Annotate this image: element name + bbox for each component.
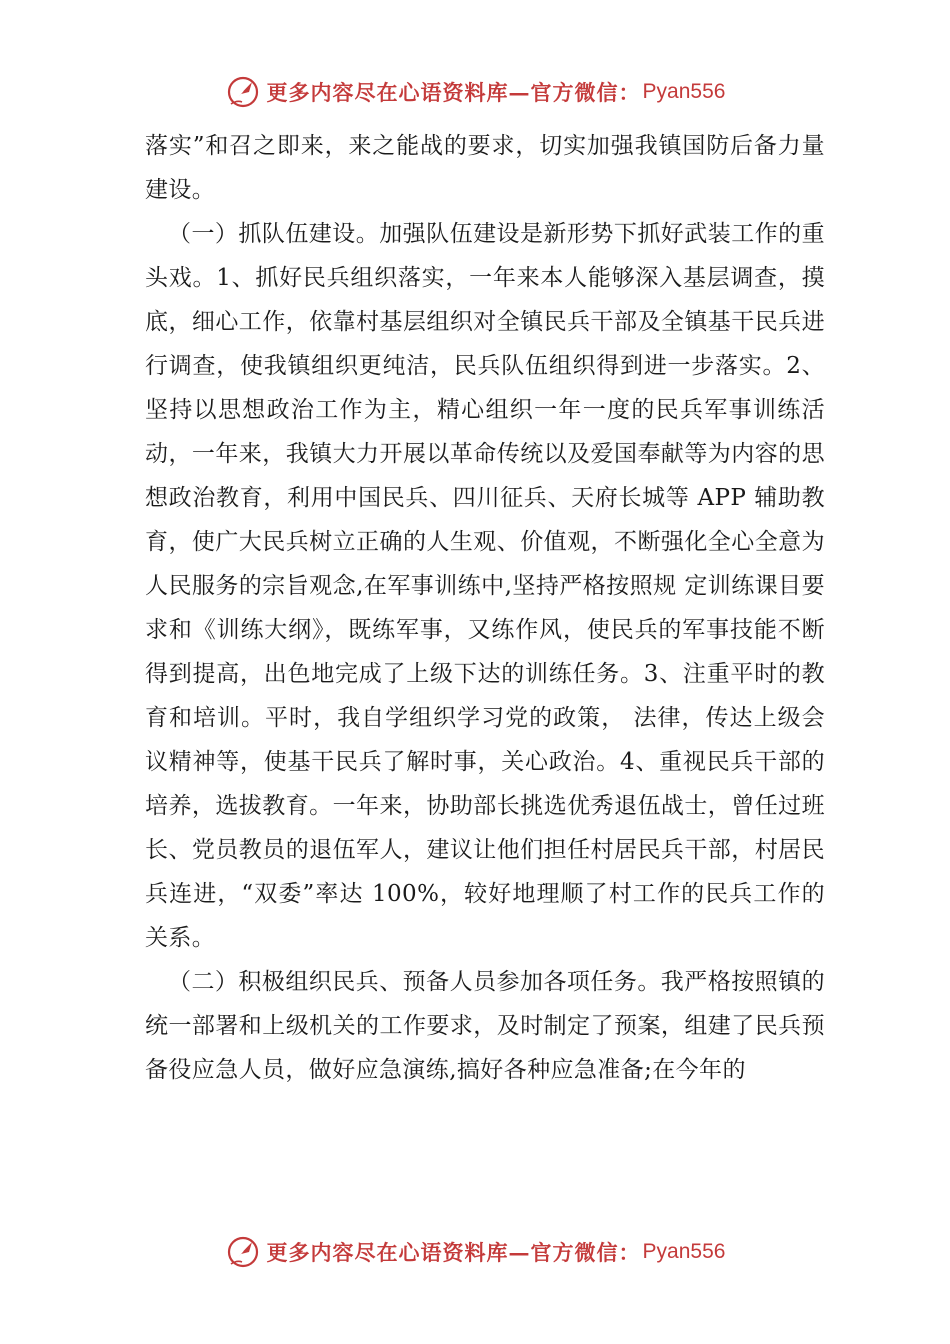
banner-wechat-id: Pyan556 xyxy=(642,80,726,103)
banner-text: 更多内容尽在心语资料库—官方微信： xyxy=(266,80,641,105)
banner-wechat-id: Pyan556 xyxy=(642,1240,726,1263)
header-banner xyxy=(0,72,950,112)
quill-logo-icon xyxy=(225,74,261,110)
quill-logo-icon xyxy=(225,1234,261,1270)
paragraph: 落实”和召之即来，来之能战的要求，切实加强我镇国防后备力量建设。 xyxy=(145,133,825,203)
paragraph: （一）抓队伍建设。加强队伍建设是新形势下抓好武装工作的重头戏。1、抓好民兵组织落实，一年来本人能够深入基层调查，摸底，细心工作，依靠村基层组织对全镇民兵干部及全镇基干民兵进行调查，使我镇组织更纯洁，民兵队伍组织得到进一步落实。2、坚持以思想政治工作为主，精心组织一年一度的民兵军事训练活动，一年来，我镇大力开展以革命传统以及爱国奉献等为内容的思想政治教育，利用中国民兵、四川征兵、天府长城等 APP 辅助教育，使广大民兵树立正确的人生观、价值观，不断强化全心全意为人民服务的宗旨观念,在军事训练中,坚持严格按照规 定训练课目要求和《训练大纲》，既练军事，又练作风，使民兵的军事技能不断得到提高，出色地完成了上级下达的训练任务。3、注重平时的教育和培训。平时，我自学组织学习党的政策， 法律，传达上级会议精神等，使基干民兵了解时事，关心政治。4、重视民兵干部的培养，选拔教育。一年来，协助部长挑选优秀退伍战士，曾任过班长、党员教员的退伍军人，建议让他们担任村居民兵干部，村居民兵连进，“双委”率达 100%，较好地理顺了村工作的民兵工作的关系。 xyxy=(145,221,825,951)
banner-text: 更多内容尽在心语资料库—官方微信： xyxy=(266,1240,641,1265)
footer-banner xyxy=(0,1232,950,1272)
paragraph: （二）积极组织民兵、预备人员参加各项任务。我严格按照镇的统一部署和上级机关的工作要求，及时制定了预案，组建了民兵预备役应急人员，做好应急演练,搞好各种应急准备;在今年的 xyxy=(145,969,825,1083)
document-body xyxy=(145,124,825,1092)
